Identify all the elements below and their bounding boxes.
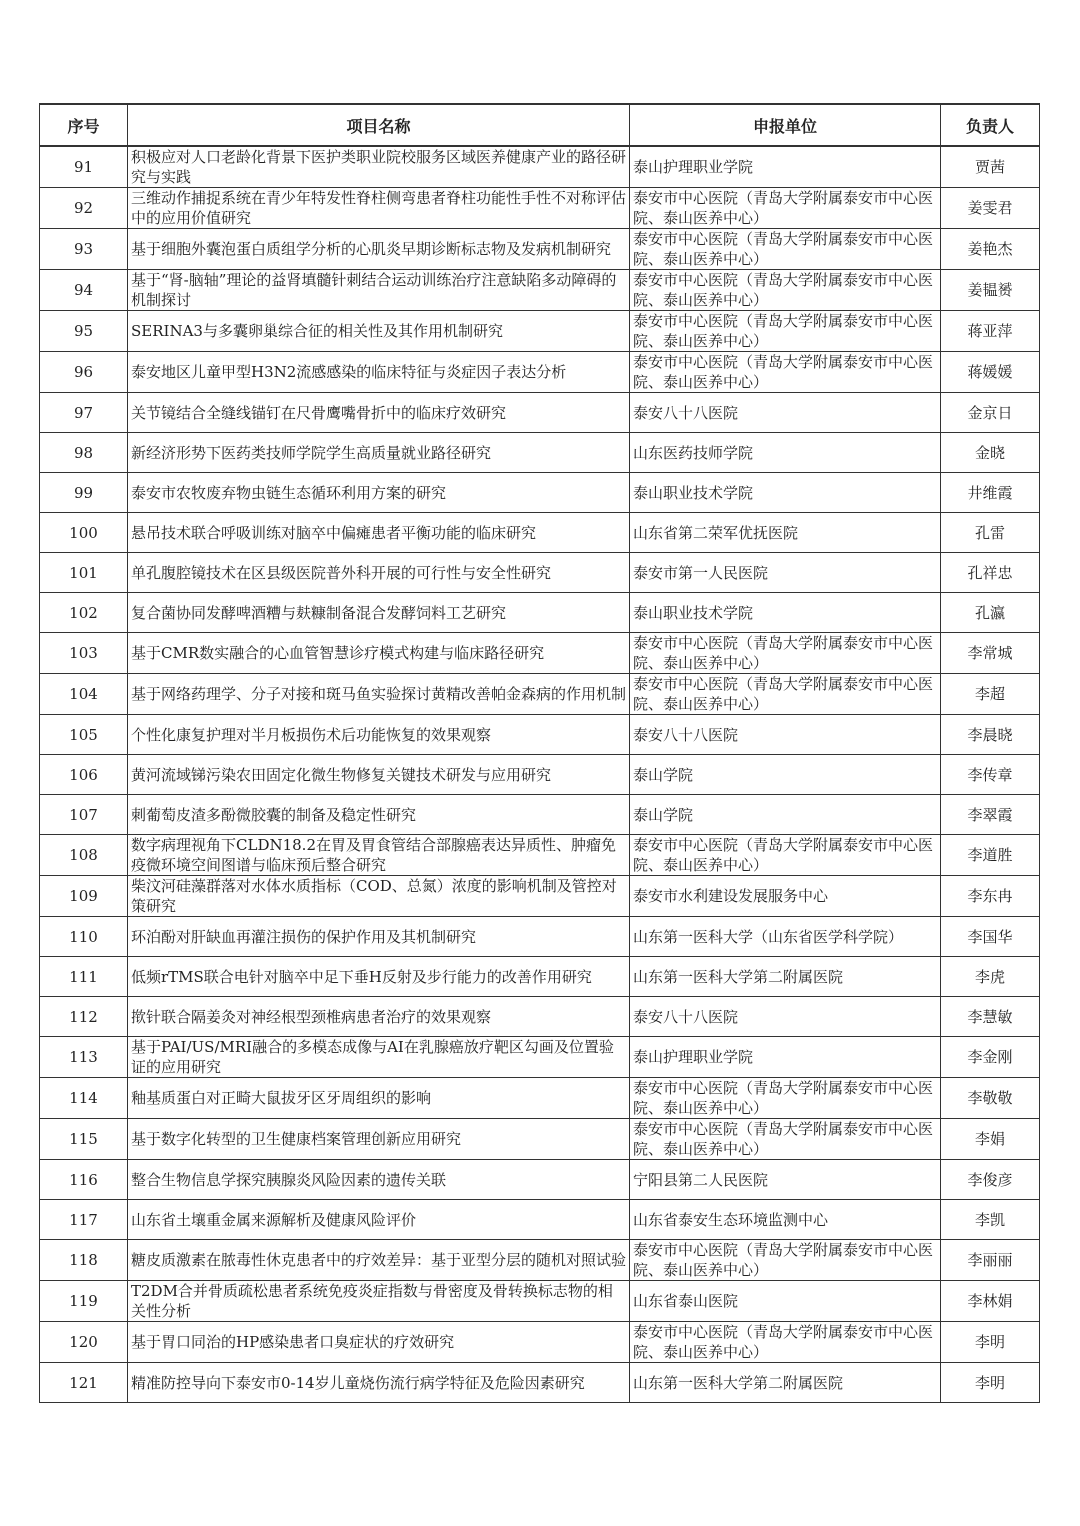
table-row	[40, 146, 1040, 188]
row-number-text: 105	[69, 725, 98, 744]
project-lead	[941, 633, 1040, 674]
applicant-unit-text: 泰山护理职业学院	[633, 158, 754, 176]
project-title	[128, 1240, 630, 1281]
row-number-text: 108	[69, 846, 98, 864]
project-title-text: 揿针联合隔姜灸对神经根型颈椎病患者治疗的效果观察	[131, 1007, 492, 1026]
table-row	[40, 593, 1040, 633]
applicant-unit-text: 泰山职业技术学院	[633, 603, 754, 622]
table-row	[40, 633, 1040, 674]
project-lead	[941, 755, 1040, 795]
project-title	[128, 229, 630, 270]
applicant-unit	[630, 311, 941, 352]
applicant-unit-text: 泰安市中心医院（青岛大学附属泰安市中心医院、泰山医养中心）	[633, 675, 934, 713]
project-title-text: SERINA3与多囊卵巢综合征的相关性及其作用机制研究	[131, 322, 503, 340]
project-lead	[941, 1078, 1040, 1119]
project-lead-text: 李虎	[974, 967, 1005, 986]
applicant-unit	[630, 146, 941, 188]
applicant-unit	[630, 352, 941, 393]
table-row	[40, 553, 1040, 593]
project-lead	[941, 1160, 1040, 1200]
row-number-text: 100	[69, 523, 98, 542]
table-row	[40, 1160, 1040, 1200]
row-number-text: 99	[73, 483, 94, 502]
applicant-unit	[630, 393, 941, 433]
project-lead-text: 李俊彦	[967, 1170, 1013, 1189]
row-number-text: 112	[69, 1007, 98, 1026]
project-lead	[941, 513, 1040, 553]
project-lead	[941, 393, 1040, 433]
header-lead: 负责人	[941, 104, 1040, 146]
project-lead	[941, 311, 1040, 352]
project-title	[128, 674, 630, 715]
table-header-row	[40, 104, 1040, 146]
row-number	[40, 311, 128, 352]
project-title	[128, 553, 630, 593]
project-title-text: 基于CMR数实融合的心血管智慧诊疗模式构建与临床路径研究	[131, 644, 545, 662]
project-title-text: 数字病理视角下CLDN18.2在胃及胃食管结合部腺癌表达异质性、肿瘤免疫微环境空间图谱与临床预后整合研究	[131, 836, 616, 874]
project-title-text: 悬吊技术联合呼吸训练对脑卒中偏瘫患者平衡功能的临床研究	[131, 523, 537, 542]
table-row	[40, 188, 1040, 229]
project-lead	[941, 1119, 1040, 1160]
applicant-unit-text: 泰安市中心医院（青岛大学附属泰安市中心医院、泰山医养中心）	[633, 312, 934, 350]
row-number	[40, 1240, 128, 1281]
project-title	[128, 433, 630, 473]
row-number-text: 94	[73, 281, 94, 299]
applicant-unit	[630, 229, 941, 270]
row-number-text: 93	[73, 240, 94, 258]
project-title-text: 糖皮质激素在脓毒性休克患者中的疗效差异：基于亚型分层的随机对照试验	[131, 1251, 626, 1269]
table-row	[40, 876, 1040, 917]
table-row	[40, 997, 1040, 1037]
table-row	[40, 1200, 1040, 1240]
project-title-text: 积极应对人口老龄化背景下医护类职业院校服务区域医养健康产业的路径研究与实践	[131, 148, 626, 186]
project-lead-text: 蒋亚萍	[967, 322, 1013, 340]
applicant-unit	[630, 1078, 941, 1119]
applicant-unit-text: 山东第一医科大学第二附属医院	[633, 1373, 844, 1392]
project-lead-text: 李凯	[974, 1210, 1005, 1229]
applicant-unit	[630, 997, 941, 1037]
row-number-text: 106	[69, 765, 98, 784]
applicant-unit	[630, 188, 941, 229]
applicant-unit	[630, 1160, 941, 1200]
row-number-text: 97	[73, 403, 94, 422]
row-number	[40, 997, 128, 1037]
project-title-text: 泰安市农牧废弃物虫链生态循环利用方案的研究	[131, 483, 447, 502]
project-title-text: 基于数字化转型的卫生健康档案管理创新应用研究	[131, 1130, 462, 1148]
project-title-text: 基于网络药理学、分子对接和斑马鱼实验探讨黄精改善帕金森病的作用机制	[131, 685, 626, 703]
table-row	[40, 1078, 1040, 1119]
project-lead	[941, 997, 1040, 1037]
row-number	[40, 1200, 128, 1240]
table-row	[40, 835, 1040, 876]
project-lead-text: 孔瀛	[974, 603, 1005, 622]
applicant-unit-text: 泰山护理职业学院	[633, 1048, 754, 1066]
applicant-unit	[630, 674, 941, 715]
project-lead-text: 李明	[974, 1373, 1005, 1392]
table-row	[40, 1240, 1040, 1281]
row-number-text: 104	[69, 685, 98, 703]
row-number	[40, 1037, 128, 1078]
table-row	[40, 270, 1040, 311]
applicant-unit	[630, 1363, 941, 1403]
project-lead	[941, 835, 1040, 876]
table-row	[40, 352, 1040, 393]
applicant-unit-text: 泰安市中心医院（青岛大学附属泰安市中心医院、泰山医养中心）	[633, 634, 934, 672]
applicant-unit	[630, 513, 941, 553]
project-title	[128, 1281, 630, 1322]
project-title	[128, 957, 630, 997]
row-number	[40, 1078, 128, 1119]
row-number	[40, 229, 128, 270]
row-number	[40, 674, 128, 715]
row-number	[40, 1160, 128, 1200]
project-lead-text: 李超	[974, 685, 1005, 703]
project-lead-text: 李林娟	[967, 1292, 1013, 1310]
project-lead-text: 李丽丽	[967, 1251, 1013, 1269]
applicant-unit-text: 泰安市中心医院（青岛大学附属泰安市中心医院、泰山医养中心）	[633, 1120, 934, 1158]
project-lead	[941, 1037, 1040, 1078]
project-title	[128, 715, 630, 755]
project-lead-text: 金京日	[967, 403, 1013, 422]
project-title-text: 釉基质蛋白对正畸大鼠拔牙区牙周组织的影响	[131, 1089, 432, 1107]
project-title	[128, 795, 630, 835]
row-number	[40, 835, 128, 876]
project-title-text: 个性化康复护理对半月板损伤术后功能恢复的效果观察	[131, 725, 492, 744]
project-title	[128, 755, 630, 795]
project-title-text: 整合生物信息学探究胰腺炎风险因素的遗传关联	[131, 1170, 447, 1189]
applicant-unit-text: 泰安市中心医院（青岛大学附属泰安市中心医院、泰山医养中心）	[633, 189, 934, 227]
project-lead-text: 李国华	[967, 927, 1013, 946]
project-title	[128, 311, 630, 352]
row-number-text: 120	[69, 1333, 98, 1351]
project-title	[128, 270, 630, 311]
applicant-unit-text: 山东第一医科大学（山东省医学科学院）	[633, 927, 904, 946]
project-lead-text: 李东冉	[967, 887, 1013, 905]
row-number-text: 110	[69, 927, 98, 946]
project-title-text: 基于“肾-脑轴”理论的益肾填髓针刺结合运动训练治疗注意缺陷多动障碍的机制探讨	[131, 271, 617, 309]
applicant-unit	[630, 835, 941, 876]
project-title-text: 复合菌协同发酵啤酒糟与麸糠制备混合发酵饲料工艺研究	[131, 603, 507, 622]
applicant-unit-text: 泰山职业技术学院	[633, 483, 754, 502]
project-title	[128, 473, 630, 513]
applicant-unit-text: 山东省泰安生态环境监测中心	[633, 1210, 829, 1229]
row-number-text: 119	[69, 1292, 98, 1310]
project-title-text: 低频rTMS联合电针对脑卒中足下垂H反射及步行能力的改善作用研究	[131, 967, 592, 986]
row-number-text: 118	[69, 1251, 98, 1269]
applicant-unit-text: 泰安市中心医院（青岛大学附属泰安市中心医院、泰山医养中心）	[633, 836, 934, 874]
project-title-text: 山东省土壤重金属来源解析及健康风险评价	[131, 1210, 417, 1229]
project-title-text: 柴汶河硅藻群落对水体水质指标（COD、总氮）浓度的影响机制及管控对策研究	[131, 877, 617, 915]
row-number	[40, 1363, 128, 1403]
applicant-unit	[630, 473, 941, 513]
project-title	[128, 876, 630, 917]
project-lead	[941, 146, 1040, 188]
applicant-unit-text: 泰安八十八医院	[633, 725, 739, 744]
project-title	[128, 835, 630, 876]
row-number	[40, 188, 128, 229]
applicant-unit-text: 泰山学院	[633, 765, 694, 784]
project-title-text: T2DM合并骨质疏松患者系统免疫炎症指数与骨密度及骨转换标志物的相关性分析	[131, 1282, 613, 1320]
applicant-unit-text: 泰安市中心医院（青岛大学附属泰安市中心医院、泰山医养中心）	[633, 271, 934, 309]
row-number-text: 91	[73, 158, 94, 176]
row-number	[40, 755, 128, 795]
row-number	[40, 715, 128, 755]
project-lead	[941, 1240, 1040, 1281]
applicant-unit	[630, 1240, 941, 1281]
row-number-text: 95	[73, 322, 94, 340]
row-number	[40, 473, 128, 513]
project-lead	[941, 674, 1040, 715]
project-title-text: 基于细胞外囊泡蛋白质组学分析的心肌炎早期诊断标志物及发病机制研究	[131, 240, 612, 258]
row-number-text: 109	[69, 887, 98, 905]
applicant-unit-text: 泰安市第一人民医院	[633, 563, 769, 582]
applicant-unit	[630, 1200, 941, 1240]
project-title	[128, 1200, 630, 1240]
applicant-unit	[630, 553, 941, 593]
project-lead-text: 姜韫赟	[967, 281, 1013, 299]
row-number	[40, 433, 128, 473]
project-lead	[941, 795, 1040, 835]
project-lead-text: 李道胜	[967, 846, 1013, 864]
project-lead-text: 李晨晓	[967, 725, 1013, 744]
row-number	[40, 513, 128, 553]
project-title-text: 黄河流域锑污染农田固定化微生物修复关键技术研发与应用研究	[131, 765, 552, 784]
project-title-text: 基于PAI/US/MRI融合的多模态成像与AI在乳腺癌放疗靶区勾画及位置验证的应用研究	[131, 1038, 614, 1076]
project-lead	[941, 957, 1040, 997]
row-number-text: 102	[69, 603, 98, 622]
applicant-unit	[630, 433, 941, 473]
applicant-unit-text: 泰安市中心医院（青岛大学附属泰安市中心医院、泰山医养中心）	[633, 1323, 934, 1361]
row-number-text: 117	[69, 1210, 98, 1229]
table-row	[40, 311, 1040, 352]
project-lead	[941, 229, 1040, 270]
table-row	[40, 715, 1040, 755]
row-number-text: 103	[69, 644, 98, 662]
table-row	[40, 795, 1040, 835]
applicant-unit-text: 泰山学院	[633, 805, 694, 824]
project-lead-text: 蒋媛媛	[967, 363, 1013, 381]
applicant-unit-text: 泰安市中心医院（青岛大学附属泰安市中心医院、泰山医养中心）	[633, 230, 934, 268]
project-title	[128, 352, 630, 393]
applicant-unit	[630, 795, 941, 835]
table-row	[40, 1037, 1040, 1078]
applicant-unit	[630, 633, 941, 674]
table-row	[40, 433, 1040, 473]
project-lead	[941, 876, 1040, 917]
table-row	[40, 755, 1040, 795]
table-row	[40, 393, 1040, 433]
applicant-unit-text: 泰安市中心医院（青岛大学附属泰安市中心医院、泰山医养中心）	[633, 1079, 934, 1117]
project-title	[128, 1363, 630, 1403]
row-number	[40, 352, 128, 393]
applicant-unit-text: 泰安市水利建设发展服务中心	[633, 887, 829, 905]
table-row	[40, 1281, 1040, 1322]
applicant-unit-text: 山东省泰山医院	[633, 1292, 739, 1310]
project-title	[128, 633, 630, 674]
project-title	[128, 593, 630, 633]
project-lead-text: 李金刚	[967, 1048, 1013, 1066]
project-title-text: 新经济形势下医药类技师学院学生高质量就业路径研究	[131, 443, 492, 462]
applicant-unit	[630, 917, 941, 957]
project-title	[128, 997, 630, 1037]
row-number-text: 96	[73, 363, 94, 381]
row-number-text: 115	[69, 1130, 98, 1148]
applicant-unit	[630, 1322, 941, 1363]
applicant-unit	[630, 1281, 941, 1322]
project-lead	[941, 473, 1040, 513]
project-lead	[941, 433, 1040, 473]
project-lead-text: 孔雷	[974, 523, 1005, 542]
project-title	[128, 188, 630, 229]
project-title-text: 三维动作捕捉系统在青少年特发性脊柱侧弯患者脊柱功能性手性不对称评估中的应用价值研究	[131, 189, 626, 227]
row-number	[40, 1281, 128, 1322]
project-lead-text: 金晓	[974, 443, 1005, 462]
row-number	[40, 593, 128, 633]
table-row	[40, 513, 1040, 553]
applicant-unit-text: 泰安八十八医院	[633, 1007, 739, 1026]
project-title-text: 环泊酚对肝缺血再灌注损伤的保护作用及其机制研究	[131, 927, 477, 946]
table-row	[40, 674, 1040, 715]
row-number	[40, 393, 128, 433]
row-number	[40, 957, 128, 997]
project-lead	[941, 1363, 1040, 1403]
project-title-text: 基于胃口同治的HP感染患者口臭症状的疗效研究	[131, 1333, 455, 1351]
project-lead	[941, 553, 1040, 593]
project-lead-text: 姜艳杰	[967, 240, 1013, 258]
project-title	[128, 1322, 630, 1363]
row-number	[40, 633, 128, 674]
applicant-unit-text: 山东医药技师学院	[633, 443, 754, 462]
applicant-unit-text: 山东省第二荣军优抚医院	[633, 523, 799, 542]
applicant-unit	[630, 270, 941, 311]
row-number	[40, 1119, 128, 1160]
project-title	[128, 1119, 630, 1160]
project-title-text: 关节镜结合全缝线锚钉在尺骨鹰嘴骨折中的临床疗效研究	[131, 403, 507, 422]
applicant-unit	[630, 876, 941, 917]
project-lead-text: 李翠霞	[967, 805, 1013, 824]
applicant-unit-text: 泰安市中心医院（青岛大学附属泰安市中心医院、泰山医养中心）	[633, 1241, 934, 1279]
project-lead	[941, 917, 1040, 957]
header-unit: 申报单位	[630, 104, 941, 146]
row-number-text: 113	[69, 1048, 98, 1066]
project-lead	[941, 1200, 1040, 1240]
project-lead-text: 李常城	[967, 644, 1013, 662]
applicant-unit	[630, 1119, 941, 1160]
applicant-unit-text: 泰安八十八医院	[633, 403, 739, 422]
applicant-unit	[630, 1037, 941, 1078]
project-table	[39, 103, 1040, 1403]
project-title	[128, 1078, 630, 1119]
table-row	[40, 1363, 1040, 1403]
project-title	[128, 917, 630, 957]
row-number-text: 111	[69, 967, 98, 986]
project-lead	[941, 1322, 1040, 1363]
applicant-unit	[630, 593, 941, 633]
table-row	[40, 229, 1040, 270]
project-title	[128, 1160, 630, 1200]
row-number-text: 101	[69, 563, 98, 582]
project-lead-text: 姜雯君	[967, 199, 1013, 217]
project-lead	[941, 188, 1040, 229]
row-number	[40, 553, 128, 593]
row-number	[40, 1322, 128, 1363]
project-lead	[941, 1281, 1040, 1322]
applicant-unit	[630, 957, 941, 997]
applicant-unit	[630, 755, 941, 795]
project-title-text: 泰安地区儿童甲型H3N2流感感染的临床特征与炎症因子表达分析	[131, 363, 567, 381]
project-lead	[941, 593, 1040, 633]
row-number	[40, 795, 128, 835]
project-lead-text: 贾茜	[974, 158, 1005, 176]
project-lead-text: 李慧敏	[967, 1007, 1013, 1026]
project-lead-text: 孔祥忠	[967, 563, 1013, 582]
row-number-text: 116	[69, 1170, 98, 1189]
project-title-text: 精准防控导向下泰安市0-14岁儿童烧伤流行病学特征及危险因素研究	[131, 1373, 585, 1392]
row-number	[40, 876, 128, 917]
row-number-text: 98	[73, 443, 94, 462]
row-number	[40, 917, 128, 957]
row-number-text: 114	[69, 1089, 98, 1107]
row-number	[40, 270, 128, 311]
table-row	[40, 957, 1040, 997]
header-no: 序号	[40, 104, 128, 146]
table-row	[40, 473, 1040, 513]
project-lead-text: 李娟	[974, 1130, 1005, 1148]
applicant-unit-text: 山东第一医科大学第二附属医院	[633, 967, 844, 986]
table-row	[40, 917, 1040, 957]
applicant-unit-text: 泰安市中心医院（青岛大学附属泰安市中心医院、泰山医养中心）	[633, 353, 934, 391]
row-number-text: 92	[73, 199, 94, 217]
project-lead-text: 井维霞	[967, 483, 1013, 502]
project-title	[128, 146, 630, 188]
project-lead	[941, 270, 1040, 311]
project-title-text: 单孔腹腔镜技术在区县级医院普外科开展的可行性与安全性研究	[131, 563, 552, 582]
applicant-unit-text: 宁阳县第二人民医院	[633, 1170, 769, 1189]
project-title	[128, 1037, 630, 1078]
project-lead-text: 李敬敬	[967, 1089, 1013, 1107]
project-lead-text: 李明	[974, 1333, 1005, 1351]
applicant-unit	[630, 715, 941, 755]
table-row	[40, 1119, 1040, 1160]
project-title-text: 刺葡萄皮渣多酚微胶囊的制备及稳定性研究	[131, 805, 417, 824]
project-title	[128, 513, 630, 553]
project-lead-text: 李传章	[967, 765, 1013, 784]
row-number	[40, 146, 128, 188]
row-number-text: 107	[69, 805, 98, 824]
project-lead	[941, 715, 1040, 755]
project-title	[128, 393, 630, 433]
row-number-text: 121	[69, 1373, 98, 1392]
project-lead	[941, 352, 1040, 393]
table-row	[40, 1322, 1040, 1363]
header-title: 项目名称	[128, 104, 630, 146]
